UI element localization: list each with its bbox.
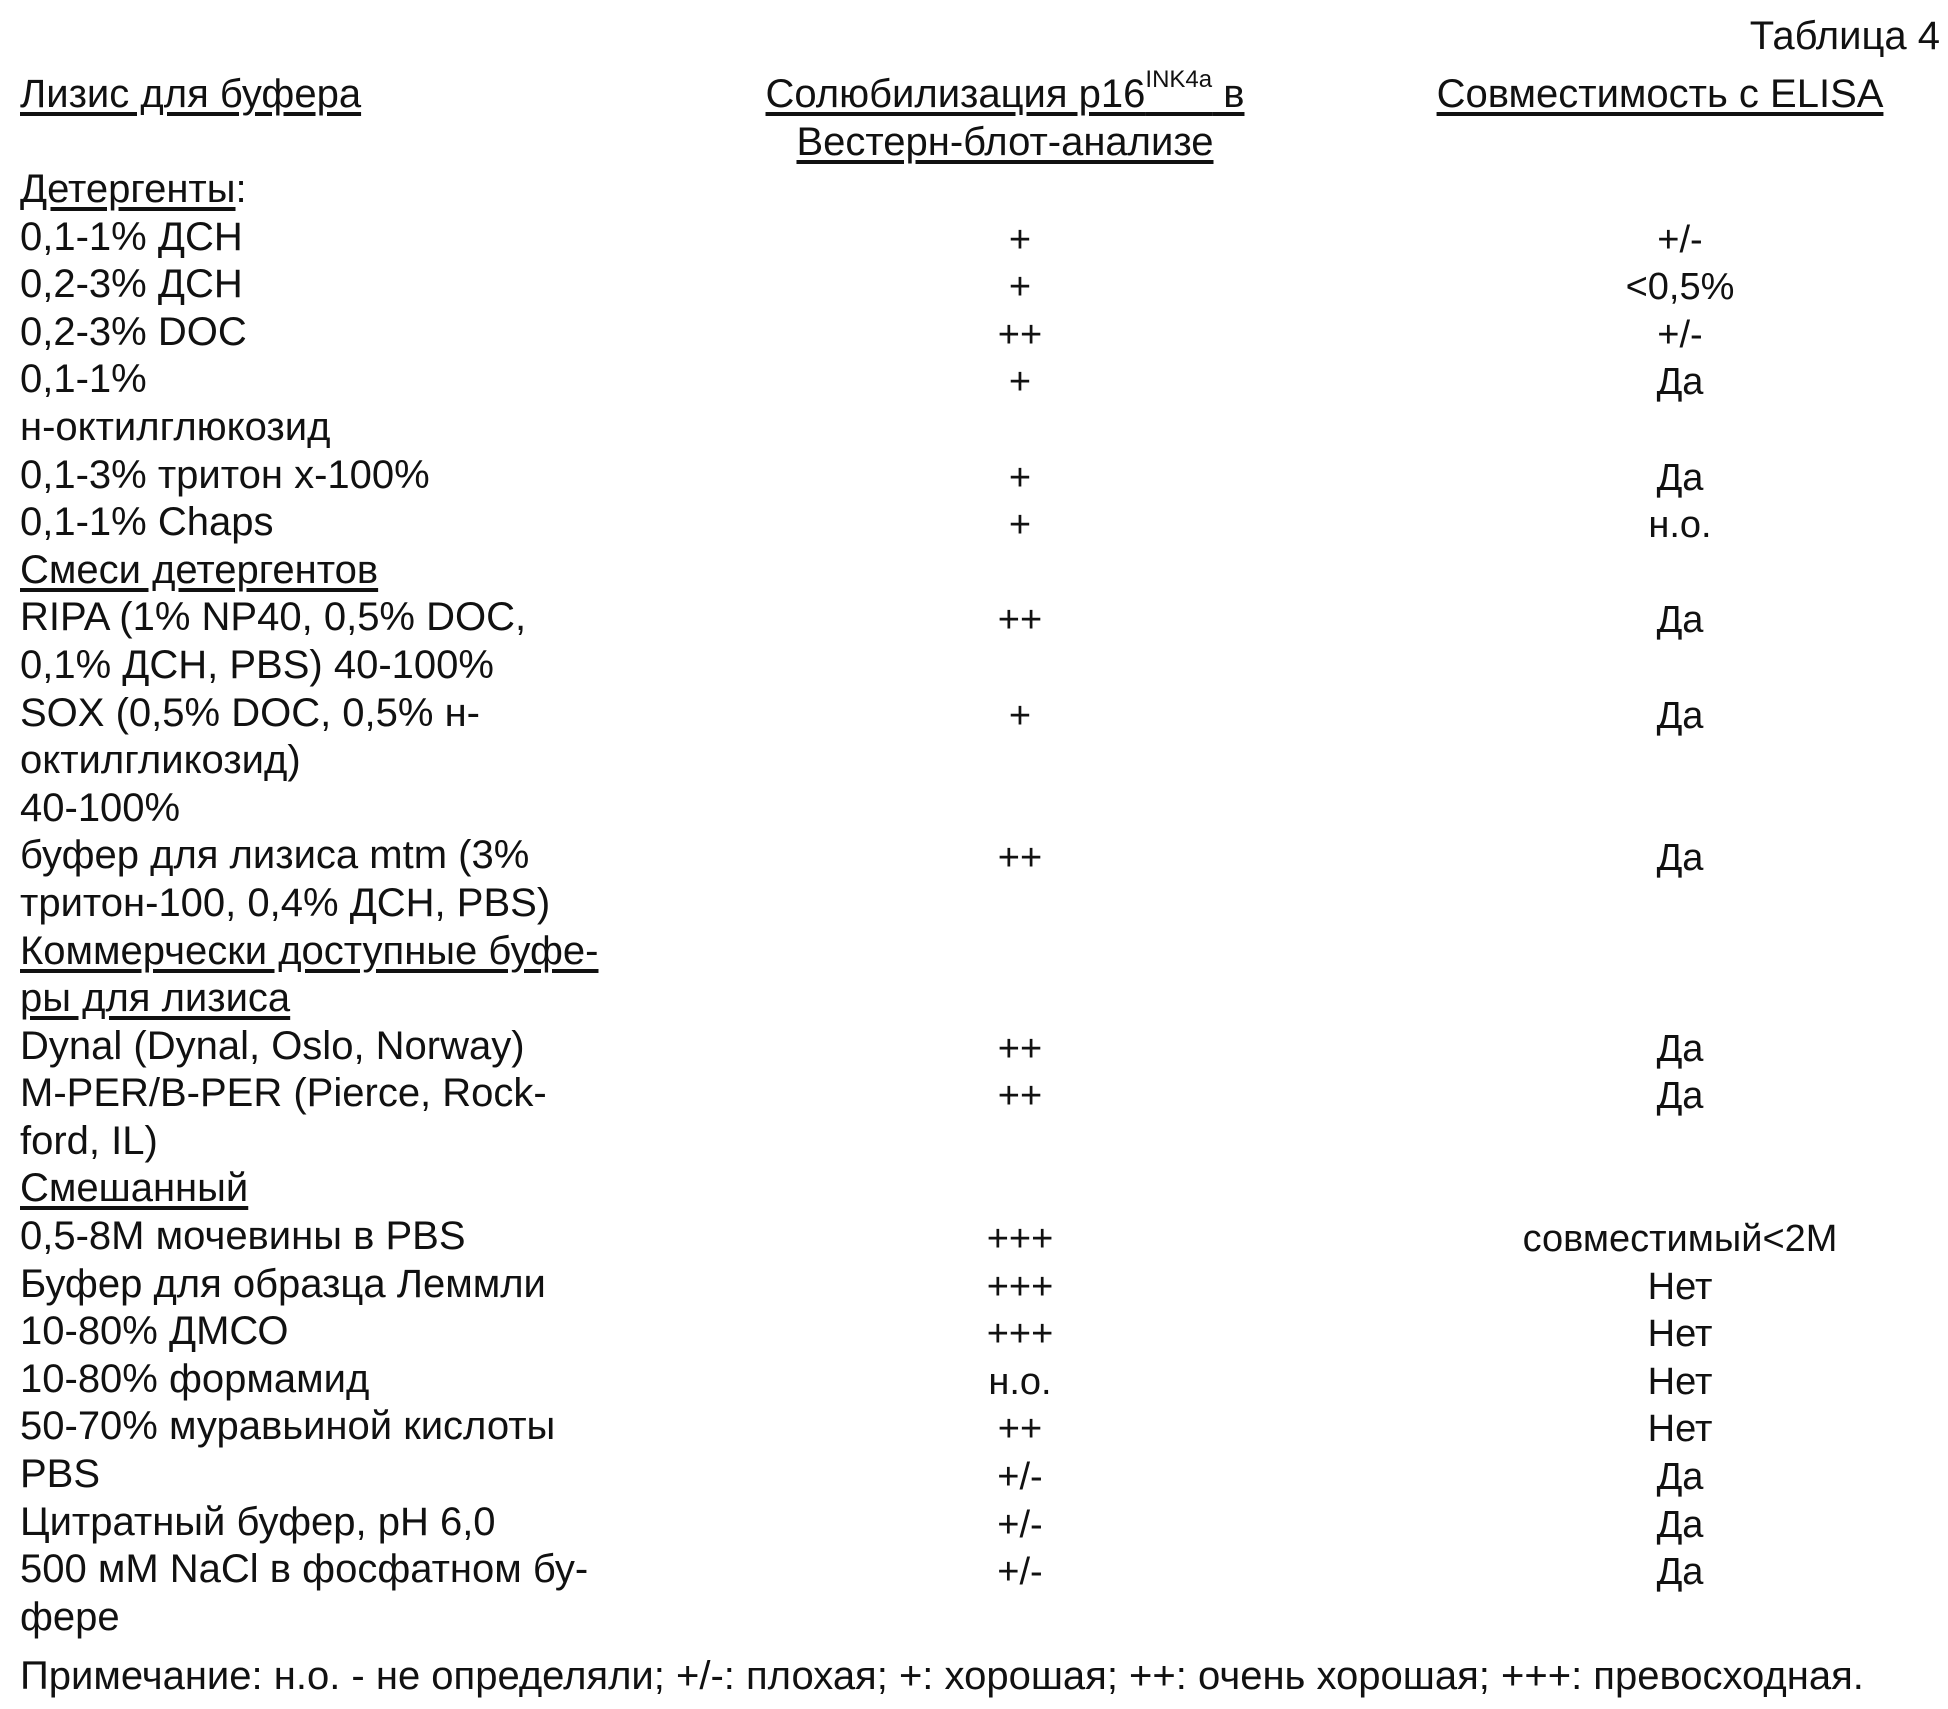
solubilization-cell: + (810, 264, 1230, 312)
table-row (20, 214, 1920, 262)
table-row (20, 1451, 1920, 1499)
buffer-name-cell (20, 356, 660, 451)
section-heading (20, 928, 660, 1023)
header-solubilization-line2: Вестерн-блот-анализе (796, 120, 1213, 164)
elisa-cell: совместимый<2М (1400, 1216, 1948, 1264)
cell-label: 0,5-8М мочевины в PBS (20, 1214, 466, 1258)
section-colon: : (236, 166, 247, 214)
table-row (20, 1023, 1920, 1071)
buffer-name-cell (20, 1261, 660, 1309)
table-row (20, 261, 1920, 309)
buffer-name-cell (20, 1546, 660, 1641)
cell-label: Детергенты (20, 167, 236, 211)
section-heading (20, 1165, 660, 1213)
section-heading (20, 547, 660, 595)
cell-label: PBS (20, 1452, 100, 1496)
buffer-name-cell (20, 1356, 660, 1404)
elisa-cell: Да (1400, 597, 1948, 645)
buffer-name-cell (20, 499, 660, 547)
table-row (20, 832, 1920, 927)
buffer-name-cell (20, 1308, 660, 1356)
cell-label: 10-80% формамид (20, 1357, 369, 1401)
buffer-name-cell (20, 261, 660, 309)
elisa-cell: Да (1400, 1454, 1948, 1502)
cell-label: 0,1-1% Chaps (20, 500, 273, 544)
elisa-cell: Нет (1400, 1359, 1948, 1407)
table-caption: Таблица 4 (1750, 12, 1940, 60)
cell-label: 50-70% муравьиной кислоты (20, 1404, 555, 1448)
solubilization-cell: ++ (810, 312, 1230, 360)
buffer-name-cell (20, 832, 660, 927)
cell-label: 0,2-3% ДСН (20, 262, 243, 306)
elisa-cell: Нет (1400, 1311, 1948, 1359)
cell-label: SOX (0,5% DOC, 0,5% н- октилгликозид) 40-100% (20, 691, 480, 830)
elisa-cell: Нет (1400, 1406, 1948, 1454)
header-solubilization-suffix: в (1212, 72, 1244, 116)
elisa-cell: н.о. (1400, 502, 1948, 550)
cell-label: Dynal (Dynal, Oslo, Norway) (20, 1024, 525, 1068)
elisa-cell: Да (1400, 1073, 1948, 1121)
buffer-name-cell (20, 1023, 660, 1071)
table-footnote: Примечание: н.о. - не определяли; +/-: плохая; +: хорошая; ++: очень хорошая; +++: превосходная. (20, 1652, 1864, 1700)
section-row (20, 1165, 1920, 1213)
table-row (20, 499, 1920, 547)
solubilization-cell: ++ (810, 597, 1230, 645)
elisa-cell: Да (1400, 835, 1948, 883)
cell-label: 0,1-1% ДСН (20, 215, 243, 259)
table-row (20, 1403, 1920, 1451)
column-header-lysis-buffer: Лизис для буфера (20, 70, 361, 118)
table-row (20, 594, 1920, 689)
table-row (20, 452, 1920, 500)
solubilization-cell: + (810, 455, 1230, 503)
elisa-cell: Да (1400, 1549, 1948, 1597)
solubilization-cell: н.о. (810, 1359, 1230, 1407)
buffer-name-cell (20, 1070, 660, 1165)
cell-label: 10-80% ДМСО (20, 1309, 289, 1353)
elisa-cell: Да (1400, 1026, 1948, 1074)
header-superscript: INK4a (1145, 66, 1212, 93)
solubilization-cell: +++ (810, 1311, 1230, 1359)
cell-label: Смеси детергентов (20, 548, 378, 592)
cell-label: RIPA (1% NP40, 0,5% DOC, 0,1% ДСН, PBS) 40-100% (20, 595, 526, 687)
section-row (20, 928, 1920, 1023)
cell-label: 0,1-3% тритон х-100% (20, 453, 430, 497)
table-row (20, 1356, 1920, 1404)
buffer-name-cell (20, 1403, 660, 1451)
cell-label: Коммерчески доступные буфе- ры для лизиса (20, 929, 598, 1021)
cell-label: M-PER/B-PER (Pierce, Rock- ford, IL) (20, 1071, 547, 1163)
solubilization-cell: ++ (810, 1026, 1230, 1074)
column-header-solubilization (700, 70, 1310, 166)
elisa-cell: +/- (1400, 312, 1948, 360)
table-row (20, 1546, 1920, 1641)
table-row (20, 1499, 1920, 1547)
buffer-name-cell (20, 594, 660, 689)
solubilization-cell: + (810, 502, 1230, 550)
solubilization-cell: ++ (810, 835, 1230, 883)
solubilization-cell: + (810, 217, 1230, 265)
section-row (20, 166, 1920, 214)
cell-label: Цитратный буфер, pH 6,0 (20, 1500, 496, 1544)
elisa-cell: <0,5% (1400, 264, 1948, 312)
elisa-cell: Нет (1400, 1264, 1948, 1312)
elisa-cell: Да (1400, 359, 1948, 407)
buffer-name-cell (20, 1213, 660, 1261)
table-row (20, 1308, 1920, 1356)
section-row (20, 547, 1920, 595)
cell-label: 0,2-3% DOC (20, 310, 247, 354)
buffer-name-cell (20, 452, 660, 500)
table-row (20, 690, 1920, 833)
solubilization-cell: +/- (810, 1454, 1230, 1502)
buffer-name-cell (20, 1451, 660, 1499)
table-row (20, 1213, 1920, 1261)
cell-label: Буфер для образца Леммли (20, 1262, 546, 1306)
table-row (20, 356, 1920, 451)
cell-label: буфер для лизиса mtm (3% тритон-100, 0,4% ДСН, PBS) (20, 833, 550, 925)
column-header-elisa: Совместимость с ELISA (1380, 70, 1940, 118)
solubilization-cell: + (810, 693, 1230, 741)
table-row (20, 309, 1920, 357)
cell-label: 500 мМ NaCl в фосфатном бу- фере (20, 1547, 588, 1639)
elisa-cell: +/- (1400, 217, 1948, 265)
solubilization-cell: +/- (810, 1549, 1230, 1597)
header-solubilization-text: Солюбилизация p16 (766, 72, 1146, 116)
buffer-name-cell (20, 690, 660, 833)
section-heading (20, 166, 660, 214)
solubilization-cell: ++ (810, 1073, 1230, 1121)
solubilization-cell: +++ (810, 1216, 1230, 1264)
table-body (20, 166, 1920, 1641)
solubilization-cell: ++ (810, 1406, 1230, 1454)
cell-label: Смешанный (20, 1166, 248, 1210)
table-row (20, 1261, 1920, 1309)
elisa-cell: Да (1400, 1502, 1948, 1550)
table-row (20, 1070, 1920, 1165)
buffer-name-cell (20, 214, 660, 262)
buffer-name-cell (20, 1499, 660, 1547)
document-page (0, 0, 1948, 1709)
buffer-name-cell (20, 309, 660, 357)
solubilization-cell: +++ (810, 1264, 1230, 1312)
solubilization-cell: +/- (810, 1502, 1230, 1550)
elisa-cell: Да (1400, 455, 1948, 503)
cell-label: 0,1-1% н-октилглюкозид (20, 357, 330, 449)
solubilization-cell: + (810, 359, 1230, 407)
elisa-cell: Да (1400, 693, 1948, 741)
